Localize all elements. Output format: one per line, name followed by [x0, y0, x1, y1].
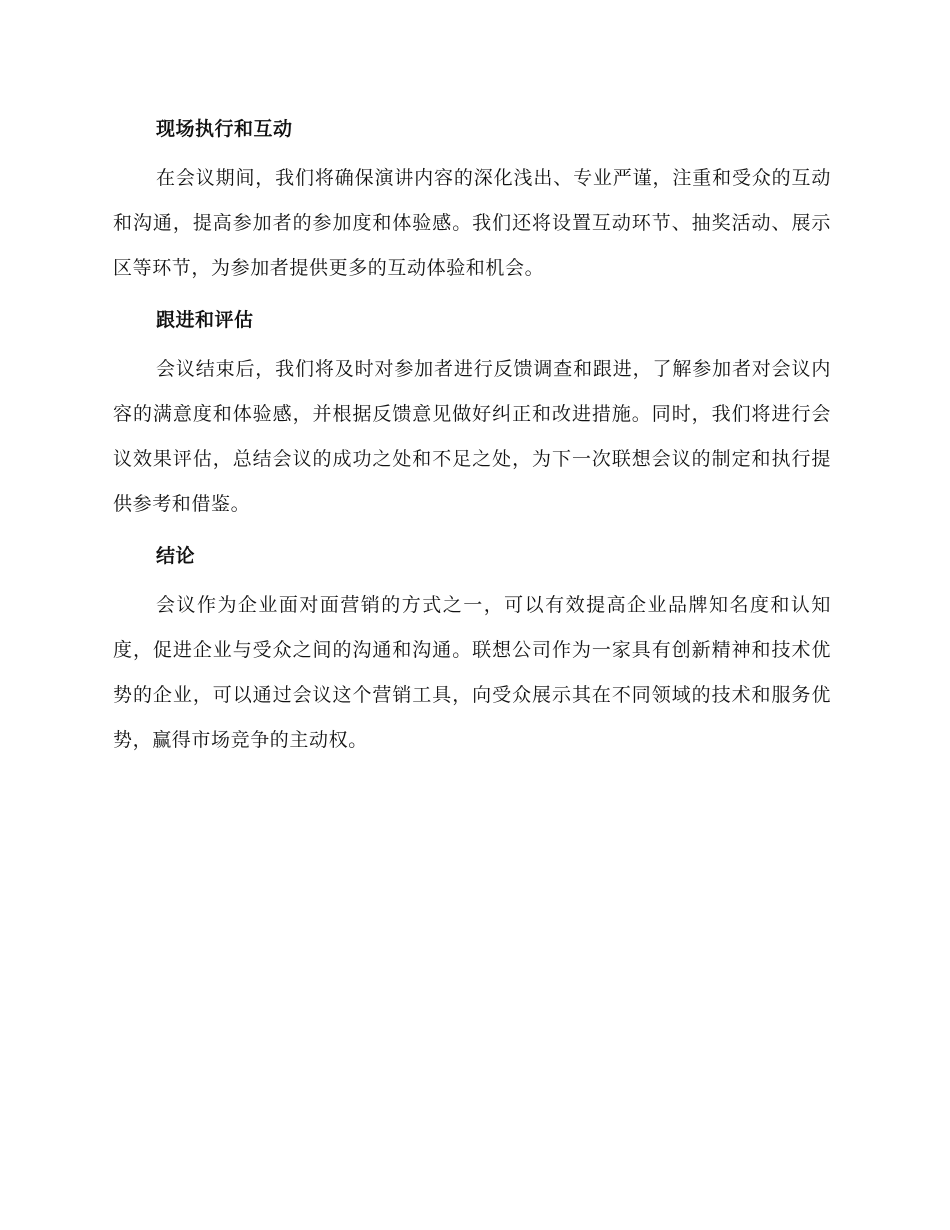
section-heading-conclusion: 结论 [156, 545, 196, 567]
section-paragraph-followup: 会议结束后，我们将及时对参加者进行反馈调查和跟进，了解参加者对会议内容的满意度和体验感，并根据反馈意见做好纠正和改进措施。同时，我们将进行会议效果评估，总结会议的成功之处和不足之处，为下一次联想会议的制定和执行提供参考和借鉴。 [113, 358, 831, 515]
section-paragraph-conclusion: 会议作为企业面对面营销的方式之一，可以有效提高企业品牌知名度和认知度，促进企业与受众之间的沟通和沟通。联想公司作为一家具有创新精神和技术优势的企业，可以通过会议这个营销工具，向受众展示其在不同领域的技术和服务优势，赢得市场竞争的主动权。 [113, 594, 831, 751]
section-heading-followup: 跟进和评估 [156, 309, 254, 331]
document-body [113, 112, 831, 775]
section-heading-execution: 现场执行和互动 [156, 118, 293, 140]
section-paragraph-execution: 在会议期间，我们将确保演讲内容的深化浅出、专业严谨，注重和受众的互动和沟通，提高参加者的参加度和体验感。我们还将设置互动环节、抽奖活动、展示区等环节，为参加者提供更多的互动体验和机会。 [113, 167, 831, 279]
